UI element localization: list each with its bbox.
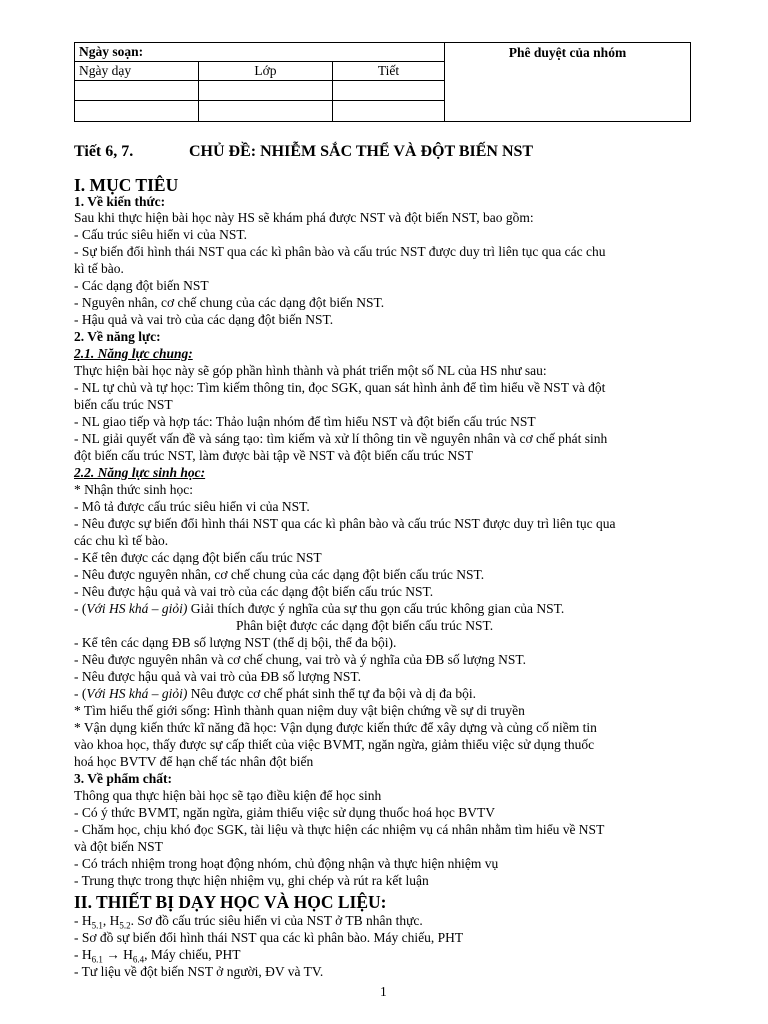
text-line: - Cấu trúc siêu hiển vi của NST.: [74, 227, 247, 242]
text-line: - Nêu được nguyên nhân, cơ chế chung của các dạng đột biến cấu trúc NST.: [74, 567, 485, 582]
equipment-item: - $H_{6.1} \to H_{6.4}$, Máy chiếu, PHT: [74, 947, 241, 965]
text-line: Thông qua thực hiện bài học sẽ tạo điều kiện để học sinh: [74, 788, 382, 803]
page-number: 1: [380, 984, 387, 999]
section2-heading: II. THIẾT BỊ DẠY HỌC VÀ HỌC LIỆU:: [74, 892, 387, 912]
text-line: - Hậu quả và vai trò của các dạng đột biến NST.: [74, 312, 334, 327]
text-line: - Mô tả được cấu trúc siêu hiển vi của NST.: [74, 499, 310, 514]
text-line: - Nguyên nhân, cơ chế chung của các dạng đột biến NST.: [74, 295, 385, 310]
class-header: Lớp: [199, 62, 333, 81]
empty-cell: [333, 81, 445, 101]
text-line: - NL giải quyết vấn đề và sáng tạo: tìm kiếm và xử lí thông tin về nguyên nhân và cơ chế phát sinh: [74, 431, 608, 446]
text-line: - Nêu được nguyên nhân và cơ chế chung, vai trò và ý nghĩa của ĐB số lượng NST.: [74, 652, 526, 667]
teach-date-header: Ngày dạy: [75, 62, 199, 81]
bio-competence-heading: 2.2. Năng lực sinh học:: [74, 465, 206, 480]
text-line: - Kể tên các dạng ĐB số lượng NST (thể dị bội, thể đa bội).: [74, 635, 397, 650]
h-prefix: - H: [74, 947, 92, 962]
text-line: và đột biến NST: [74, 839, 163, 854]
empty-cell: [199, 101, 333, 122]
h-prefix: - H: [74, 913, 92, 928]
text-line: Sau khi thực hiện bài học này HS sẽ khám phá được NST và đột biến NST, bao gồm:: [74, 210, 534, 225]
equipment-text: . Sơ đồ cấu trúc siêu hiển vi của NST ở TB nhân thực.: [130, 913, 423, 928]
text-line: - Chăm học, chịu khó đọc SGK, tài liệu và thực hiện các nhiệm vụ cá nhân nhằm tìm hiểu về NST: [74, 822, 605, 837]
advanced-text: Nêu được cơ chế phát sinh thể tự đa bội và dị đa bội.: [187, 686, 477, 701]
text-line: biến cấu trúc NST: [74, 397, 173, 412]
empty-cell: [333, 101, 445, 122]
quality-heading: 3. Về phẩm chất:: [74, 771, 173, 786]
group-approval-cell: Phê duyệt của nhóm: [445, 43, 691, 122]
period-header: Tiết: [333, 62, 445, 81]
text-line: - Nêu được hậu quả và vai trò của ĐB số lượng NST.: [74, 669, 361, 684]
figure-index: 6.1: [91, 954, 103, 965]
text-line: - Có ý thức BVMT, ngăn ngừa, giảm thiểu việc sử dụng thuốc hoá học BVTV: [74, 805, 496, 820]
text-line: Phân biệt được các dạng đột biến cấu trúc NST.: [236, 618, 494, 633]
lesson-number: Tiết 6, 7.: [74, 143, 134, 160]
advanced-line: - (Với HS khá – giỏi) Nêu được cơ chế phát sinh thể tự đa bội và dị đa bội.: [74, 686, 477, 701]
text-line: - Sự biến đổi hình thái NST qua các kì phân bào và cấu trúc NST được duy trì liên tục qua các chu: [74, 244, 606, 259]
text-line: * Vận dụng kiến thức kĩ năng đã học: Vận dụng được kiến thức để xây dựng và củng cố niềm tin: [74, 720, 597, 735]
text-line: đột biến cấu trúc NST, làm được bài tập về NST và đột biến cấu trúc NST: [74, 448, 473, 463]
text-line: kì tế bào.: [74, 261, 124, 276]
text-line: - NL tự chủ và tự học: Tìm kiếm thông tin, đọc SGK, quan sát hình ảnh để tìm hiểu về NST và đột: [74, 380, 606, 395]
arrow-right-icon: →: [106, 947, 120, 962]
text-line: - Các dạng đột biến NST: [74, 278, 209, 293]
equipment-text: , Máy chiếu, PHT: [144, 947, 241, 962]
knowledge-heading: 1. Về kiến thức:: [74, 194, 166, 209]
equipment-item: - Sơ đồ sự biến đổi hình thái NST qua các kì phân bào. Máy chiếu, PHT: [74, 930, 464, 945]
text-line: - Kể tên được các dạng đột biến cấu trúc NST: [74, 550, 322, 565]
text-line: - Có trách nhiệm trong hoạt động nhóm, chủ động nhận và thực hiện nhiệm vụ: [74, 856, 499, 871]
lesson-topic: CHỦ ĐỀ: NHIỄM SẮC THỂ VÀ ĐỘT BIẾN NST: [189, 143, 534, 160]
figure-index: 5.2: [119, 920, 131, 931]
prep-date-cell: Ngày soạn:: [75, 43, 445, 62]
text-line: các chu kì tế bào.: [74, 533, 169, 548]
competence-heading: 2. Về năng lực:: [74, 329, 161, 344]
advanced-tag: Với HS khá – giỏi): [86, 686, 188, 701]
text-line: * Tìm hiểu thế giới sống: Hình thành quan niệm duy vật biện chứng về sự di truyền: [74, 703, 525, 718]
figure-index: 6.4: [132, 954, 145, 965]
text-line: hoá học BVTV để hạn chế tác nhân đột biến: [74, 754, 314, 769]
equipment-item: - Tư liệu về đột biến NST ở người, ĐV và TV.: [74, 964, 324, 979]
advanced-line: - (Với HS khá – giỏi) Giải thích được ý nghĩa của sự thu gọn cấu trúc không gian của NST.: [74, 601, 565, 616]
empty-cell: [199, 81, 333, 101]
text-line: - Nêu được hậu quả và vai trò của các dạng đột biến cấu trúc NST.: [74, 584, 434, 599]
text-line: Thực hiện bài học này sẽ góp phần hình thành và phát triển một số NL của HS như sau:: [74, 363, 547, 378]
advanced-text: Giải thích được ý nghĩa của sự thu gọn cấu trúc không gian của NST.: [187, 601, 565, 616]
text-line: * Nhận thức sinh học:: [74, 482, 194, 497]
text-line: vào khoa học, thấy được sự cấp thiết của việc BVMT, ngăn ngừa, giảm thiểu việc sử dụng thuốc: [74, 737, 595, 752]
general-competence-heading: 2.1. Năng lực chung:: [74, 346, 193, 361]
section1-heading: I. MỤC TIÊU: [74, 175, 179, 195]
equipment-item: - $H_{5.1}$, $H_{5.2}$. Sơ đồ cấu trúc siêu hiển vi của NST ở TB nhân thực.: [74, 913, 423, 931]
advanced-tag: Với HS khá – giỏi): [86, 601, 188, 616]
text-line: - Nêu được sự biến đổi hình thái NST qua các kì phân bào và cấu trúc NST được duy trì liên tục qua: [74, 516, 616, 531]
text-line: - Trung thực trong thực hiện nhiệm vụ, ghi chép và rút ra kết luận: [74, 873, 429, 888]
figure-index: 5.1: [91, 920, 103, 931]
text-line: - NL giao tiếp và hợp tác: Thảo luận nhóm để tìm hiểu NST và đột biến cấu trúc NST: [74, 414, 536, 429]
empty-cell: [75, 81, 199, 101]
empty-cell: [75, 101, 199, 122]
header-table: [74, 42, 691, 122]
